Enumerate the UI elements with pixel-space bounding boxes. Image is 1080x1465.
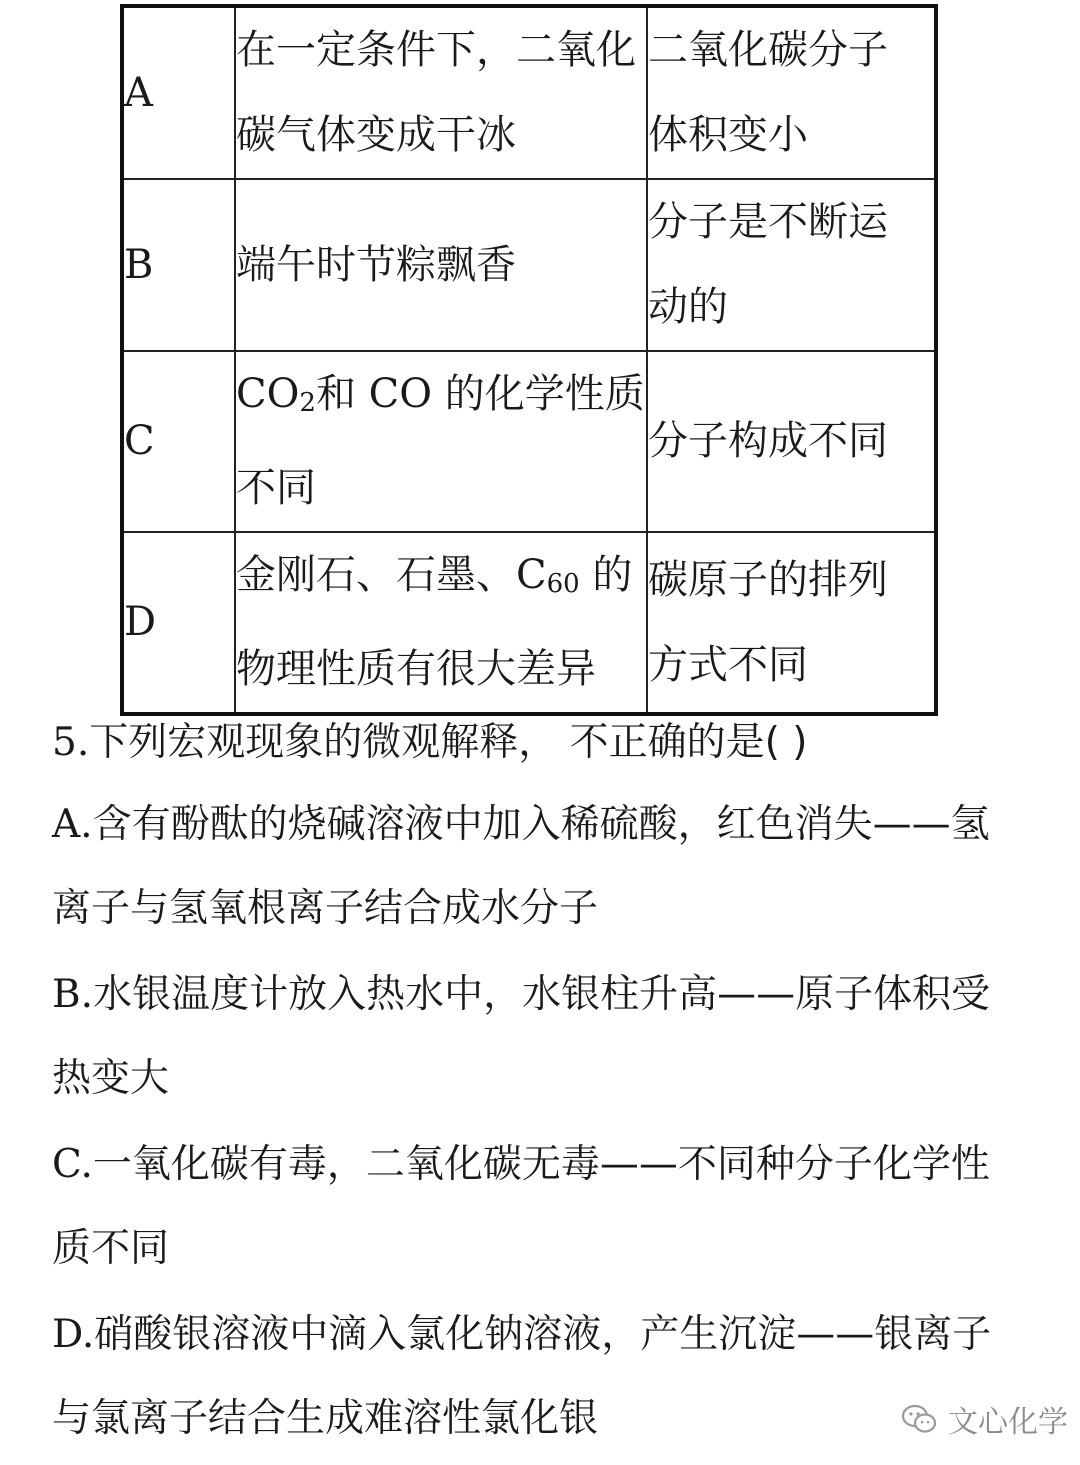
wechat-icon (900, 1403, 938, 1435)
option-d-cont: 与氯离子结合生成难溶性氯化银 (52, 1396, 599, 1441)
formula-co2: CO (236, 371, 300, 417)
option-a-cont: 离子与氢氧根离子结合成水分子 (52, 886, 599, 931)
phenomenon-line: 碳气体变成干冰 (236, 112, 516, 158)
watermark (900, 1397, 1068, 1441)
explanation-line: 分子是不断运 (648, 199, 888, 245)
option-letter: B. (52, 972, 94, 1017)
formula-subscript: 60 (546, 569, 580, 599)
explanation-cell (647, 351, 936, 532)
option-text: 水银温度计放入热水中，水银柱升高——原子体积受 (93, 972, 991, 1017)
row-label: B (122, 179, 235, 351)
table-row (122, 6, 936, 179)
explanation-cell (647, 532, 936, 714)
question-number: 5. (52, 720, 90, 765)
phenomenon-cell (235, 6, 647, 179)
option-a (52, 800, 990, 850)
option-letter: C. (52, 1142, 93, 1187)
text-fragment: 的 (592, 552, 633, 598)
phenomenon-line: 在一定条件下，二氧化 (236, 27, 636, 73)
table-row (122, 351, 936, 532)
formula-c60: C (516, 552, 547, 598)
phenomenon-line: 端午时节粽飘香 (236, 241, 516, 288)
explanation-line: 分子构成不同 (648, 418, 888, 464)
text-fragment: 的化学性质 (444, 371, 645, 417)
option-text: 硝酸银溶液中滴入氯化钠溶液，产生沉淀——银离子 (94, 1312, 992, 1357)
option-c (52, 1140, 990, 1190)
option-b-cont: 热变大 (52, 1056, 170, 1101)
explanation-cell (647, 6, 936, 179)
explanation-line: 方式不同 (648, 641, 808, 688)
phenomenon-line (236, 533, 646, 627)
option-c-cont: 质不同 (52, 1226, 170, 1271)
explanation-line: 动的 (648, 284, 728, 330)
phenomenon-cell (235, 351, 647, 532)
formula-subscript: 2 (299, 388, 316, 418)
explanation-line: 碳原子的排列 (648, 556, 888, 603)
table-row (122, 532, 936, 714)
comparison-table (120, 4, 938, 716)
explanation-line: 二氧化碳分子 (648, 27, 888, 73)
question-text: 下列宏观现象的微观解释， 不正确的是( ) (89, 720, 808, 765)
text-fragment: 和 (315, 371, 356, 417)
text-fragment: 金刚石、石墨、 (236, 552, 516, 598)
option-letter: A. (52, 802, 93, 847)
row-label: D (122, 532, 235, 714)
table-row (122, 179, 936, 351)
phenomenon-cell (235, 532, 647, 714)
watermark-text: 文心化学 (948, 1405, 1068, 1440)
option-b (52, 970, 990, 1020)
option-d (52, 1310, 991, 1360)
formula-co: CO (368, 371, 433, 417)
option-text: 含有酚酞的烧碱溶液中加入稀硫酸，红色消失——氢 (92, 802, 990, 847)
phenomenon-line (236, 352, 646, 446)
phenomenon-cell (235, 179, 647, 351)
option-text: 一氧化碳有毒，二氧化碳无毒——不同种分子化学性 (92, 1142, 990, 1187)
question-stem (52, 718, 1052, 768)
phenomenon-line: 不同 (236, 465, 316, 511)
option-letter: D. (52, 1312, 95, 1357)
phenomenon-line: 物理性质有很大差异 (236, 646, 596, 692)
row-label: A (122, 6, 235, 179)
row-label: C (122, 351, 235, 532)
explanation-line: 体积变小 (648, 112, 808, 158)
explanation-cell (647, 179, 936, 351)
